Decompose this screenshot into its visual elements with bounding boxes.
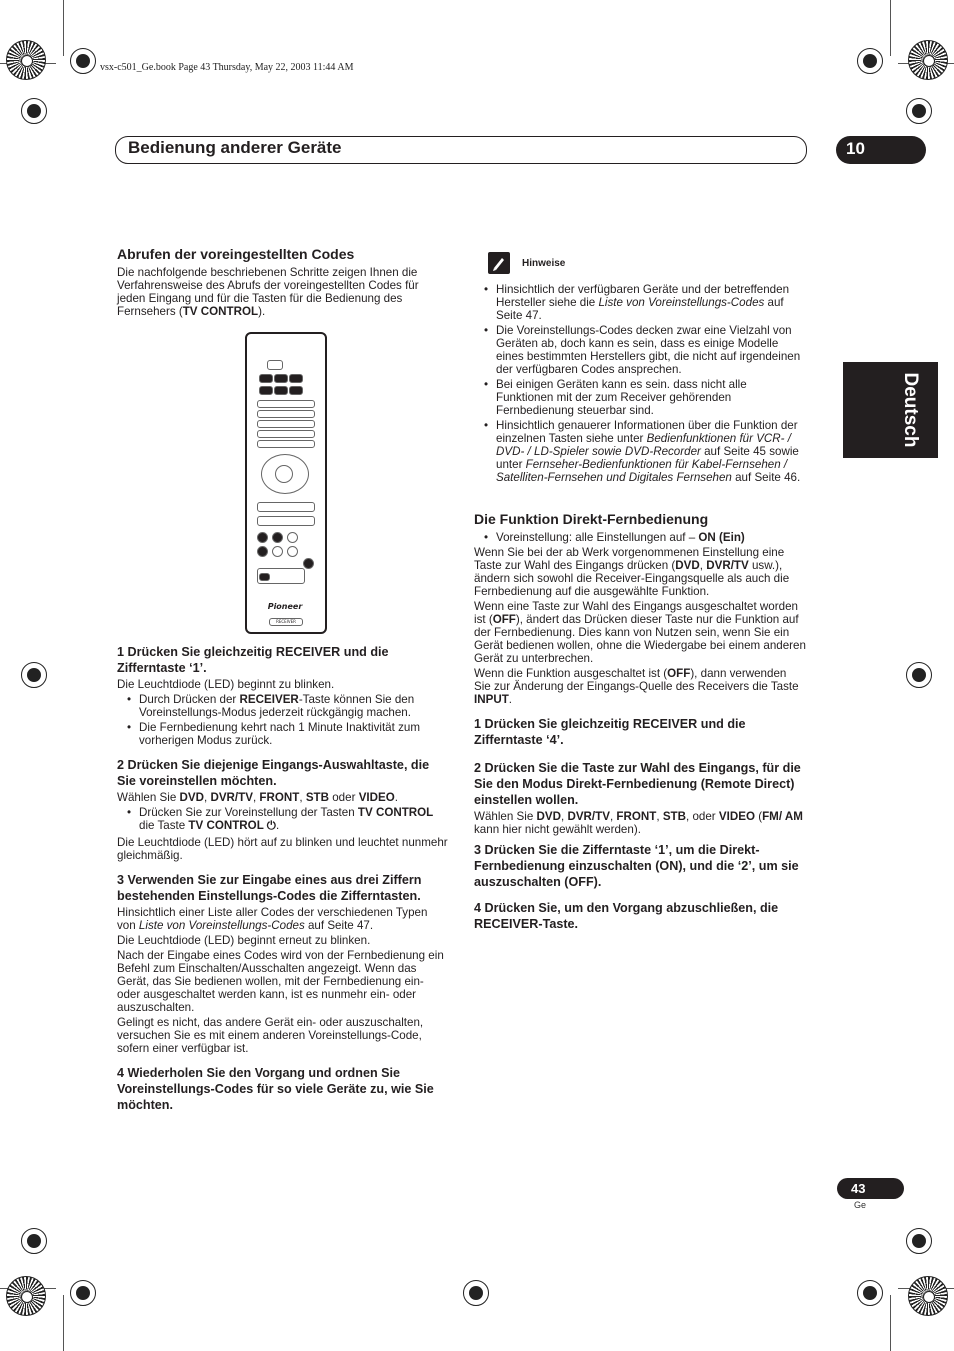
paragraph: Wenn Sie bei der ab Werk vorgenommenen Einstellung eine Taste zur Wahl des Eingangs drücken (DVD, DVR/TV usw.), ändern sich sowohl die Receiver-Eingangsquelle als auch die Fernbedienung auf die ausgewählte Funktion. bbox=[474, 546, 790, 598]
pencil-icon bbox=[488, 252, 510, 274]
left-column-steps bbox=[117, 644, 449, 1115]
registration-mark bbox=[857, 48, 883, 74]
page-number-badge bbox=[837, 1178, 904, 1199]
crop-line bbox=[890, 0, 891, 56]
step-2-text: Wählen Sie DVD, DVR/TV, FRONT, STB, oder VIDEO (FM/ AM kann hier nicht gewählt werden). bbox=[474, 810, 803, 836]
page-title: Bedienung anderer Geräte bbox=[128, 138, 342, 157]
default-setting: • Voreinstellung: alle Einstellungen auf – ON (Ein) bbox=[474, 531, 806, 544]
step-2-heading: 2 Drücken Sie die Taste zur Wahl des Eingangs, für die Sie den Modus Direkt-Fernbedienung (Remote Direct) einstellen wollen. bbox=[474, 761, 801, 807]
step-3-text: Nach der Eingabe eines Codes wird von der Fernbedienung ein Befehl zum Einschalten/Ausschalten angezeigt. Wenn das Gerät, das Sie bedienen wollen, mit der Fernbedienung ein- oder ausgeschaltet werden kann, ist es nunmehr ein- oder auszuschalten. bbox=[117, 949, 444, 1014]
note-item: • Hinsichtlich der verfügbaren Geräte und der betreffenden Hersteller siehe die Liste von Voreinstellungs-Codes auf Seite 47. bbox=[474, 283, 806, 322]
remote-number-4 bbox=[257, 546, 268, 557]
crop-line bbox=[63, 1295, 64, 1351]
step-3-text: Die Leuchtdiode (LED) beginnt erneut zu blinken. bbox=[117, 934, 371, 947]
registration-mark bbox=[906, 662, 932, 688]
note-item: • Die Voreinstellungs-Codes decken zwar eine Vielzahl von Geräten ab, doch kann es sein, dass es einige Modelle eines bestimmten Herstellers gibt, die nicht auf irgendeinen der verfügbaren Codes ansprechen. bbox=[474, 324, 806, 376]
registration-mark bbox=[70, 1280, 96, 1306]
remote-number-1 bbox=[257, 532, 268, 543]
starburst-mark bbox=[6, 40, 46, 80]
language-tab-label: Deutsch bbox=[900, 372, 921, 448]
step-3-text: Gelingt es nicht, das andere Gerät ein- oder auszuschalten, versuchen Sie es mit einem anderen Voreinstellungs-Code, sofern einer verfügbar ist. bbox=[117, 1016, 424, 1055]
remote-dpad-center bbox=[275, 465, 293, 483]
page-number: 43 bbox=[851, 1181, 866, 1196]
paragraph: Wenn die Funktion ausgeschaltet ist (OFF), dann verwenden Sie zur Änderung der Eingangs-Quelle des Receivers die Taste INPUT. bbox=[474, 667, 799, 706]
step-4-heading: 4 Wiederholen Sie den Vorgang und ordnen Sie Voreinstellungs-Codes für so viele Geräte zu, wie Sie möchten. bbox=[117, 1066, 434, 1112]
remote-number-3 bbox=[287, 532, 298, 543]
registration-mark bbox=[70, 48, 96, 74]
registration-mark bbox=[21, 1228, 47, 1254]
bullet-item: • Die Fernbedienung kehrt nach 1 Minute Inaktivität zum vorherigen Modus zurück. bbox=[117, 721, 449, 747]
section-heading: Die Funktion Direkt-Fernbedienung bbox=[474, 511, 709, 527]
crop-line bbox=[890, 1295, 891, 1351]
step-3-heading: 3 Drücken Sie die Zifferntaste ‘1’, um die Direkt-Fernbedienung einzuschalten (ON), und die ‘2’, um sie auszuschalten (OFF). bbox=[474, 843, 799, 889]
note-item: • Hinsichtlich genauerer Informationen über die Funktion der einzelnen Tasten siehe unter Bedienfunktionen für VCR- / DVD- / LD-Spieler sowie DVD-Recorder auf Seite 45 sowie unter Fernseher-Bedienfunktionen für Kabel-Fernsehen / Satelliten-Fernsehen und Digitales Fernsehen auf Seite 46. bbox=[474, 419, 806, 484]
print-info: vsx-c501_Ge.book Page 43 Thursday, May 22, 2003 11:44 AM bbox=[100, 62, 354, 73]
page-language-code: Ge bbox=[854, 1200, 867, 1210]
registration-mark bbox=[463, 1280, 489, 1306]
remote-receiver-label: RECEIVER bbox=[269, 618, 303, 626]
intro-paragraph: Die nachfolgende beschriebenen Schritte zeigen Ihnen die Verfahrensweise des Abrufs der voreingestellten Codes für jeden Eingang und für die Tasten für die Bedienung des Fernsehers (TV CONTROL). bbox=[117, 266, 419, 318]
notes-list bbox=[474, 283, 806, 486]
right-column-section bbox=[474, 511, 806, 934]
step-1-text: Die Leuchtdiode (LED) beginnt zu blinken. bbox=[117, 678, 335, 691]
registration-mark bbox=[906, 1228, 932, 1254]
remote-button-row bbox=[257, 400, 315, 408]
bullet-item: • Drücken Sie zur Voreinstellung der Tasten TV CONTROL die Taste TV CONTROL ⏻. bbox=[117, 806, 449, 832]
registration-mark bbox=[906, 98, 932, 124]
remote-button bbox=[259, 374, 273, 383]
step-1-heading: 1 Drücken Sie gleichzeitig RECEIVER und die Zifferntaste ‘4’. bbox=[474, 717, 746, 747]
remote-number-6 bbox=[287, 546, 298, 557]
step-2-after: Die Leuchtdiode (LED) hört auf zu blinken und leuchtet nunmehr gleichmäßig. bbox=[117, 836, 448, 862]
remote-brand-logo: Pioneer bbox=[267, 602, 303, 611]
remote-tv-button bbox=[259, 573, 270, 581]
remote-button bbox=[274, 386, 288, 395]
starburst-mark bbox=[908, 40, 948, 80]
registration-mark bbox=[21, 98, 47, 124]
notes-title: Hinweise bbox=[522, 258, 566, 269]
remote-button bbox=[274, 374, 288, 383]
step-3-text: Hinsichtlich einer Liste aller Codes der verschiedenen Typen von Liste von Voreinstellungs-Codes auf Seite 47. bbox=[117, 906, 428, 932]
starburst-mark bbox=[908, 1276, 948, 1316]
remote-button bbox=[267, 360, 283, 370]
registration-mark bbox=[21, 662, 47, 688]
remote-button bbox=[289, 386, 303, 395]
starburst-mark bbox=[6, 1276, 46, 1316]
step-4-heading: 4 Drücken Sie, um den Vorgang abzuschließen, die RECEIVER-Taste. bbox=[474, 901, 779, 931]
left-column-intro bbox=[117, 246, 449, 320]
step-2-text: Wählen Sie DVD, DVR/TV, FRONT, STB oder VIDEO. bbox=[117, 791, 398, 804]
remote-button-row bbox=[257, 410, 315, 418]
remote-button bbox=[259, 386, 273, 395]
remote-button-row bbox=[257, 516, 315, 526]
step-2-heading: 2 Drücken Sie diejenige Eingangs-Auswahltaste, die Sie voreinstellen möchten. bbox=[117, 758, 430, 788]
language-tab bbox=[843, 362, 938, 458]
chapter-number: 10 bbox=[846, 139, 865, 158]
paragraph: Wenn eine Taste zur Wahl des Eingangs ausgeschaltet worden ist (OFF), ändert das Drücken dieser Taste nur die Funktion auf der Fernbedienung. Dies kann von Nutzen sein, wenn Sie ein Gerät bedienen wollen, ohne die Wiedergabe bei einem anderen Gerät zu unterbrechen. bbox=[474, 600, 806, 665]
remote-button-row bbox=[257, 440, 315, 448]
registration-mark bbox=[857, 1280, 883, 1306]
step-3-heading: 3 Verwenden Sie zur Eingabe eines aus drei Ziffern bestehenden Einstellungs-Codes die Zifferntasten. bbox=[117, 873, 422, 903]
bullet-item: • Durch Drücken der RECEIVER-Taste können Sie den Voreinstellungs-Modus jederzeit rückgängig machen. bbox=[117, 693, 449, 719]
step-1-heading: 1 Drücken Sie gleichzeitig RECEIVER und die Zifferntaste ‘1’. bbox=[117, 645, 389, 675]
remote-button-row bbox=[257, 420, 315, 428]
remote-button-row bbox=[257, 430, 315, 438]
crop-line bbox=[63, 0, 64, 56]
remote-number-5 bbox=[272, 546, 283, 557]
remote-button bbox=[289, 374, 303, 383]
note-icon bbox=[488, 252, 510, 274]
remote-number-2 bbox=[272, 532, 283, 543]
remote-led bbox=[303, 558, 314, 569]
remote-control-illustration bbox=[245, 332, 327, 634]
remote-button-row bbox=[257, 502, 315, 512]
note-item: • Bei einigen Geräten kann es sein. dass nicht alle Funktionen mit der zum Receiver gehörenden Fernbedienung steuerbar sind. bbox=[474, 378, 806, 417]
section-heading: Abrufen der voreingestellten Codes bbox=[117, 246, 355, 262]
